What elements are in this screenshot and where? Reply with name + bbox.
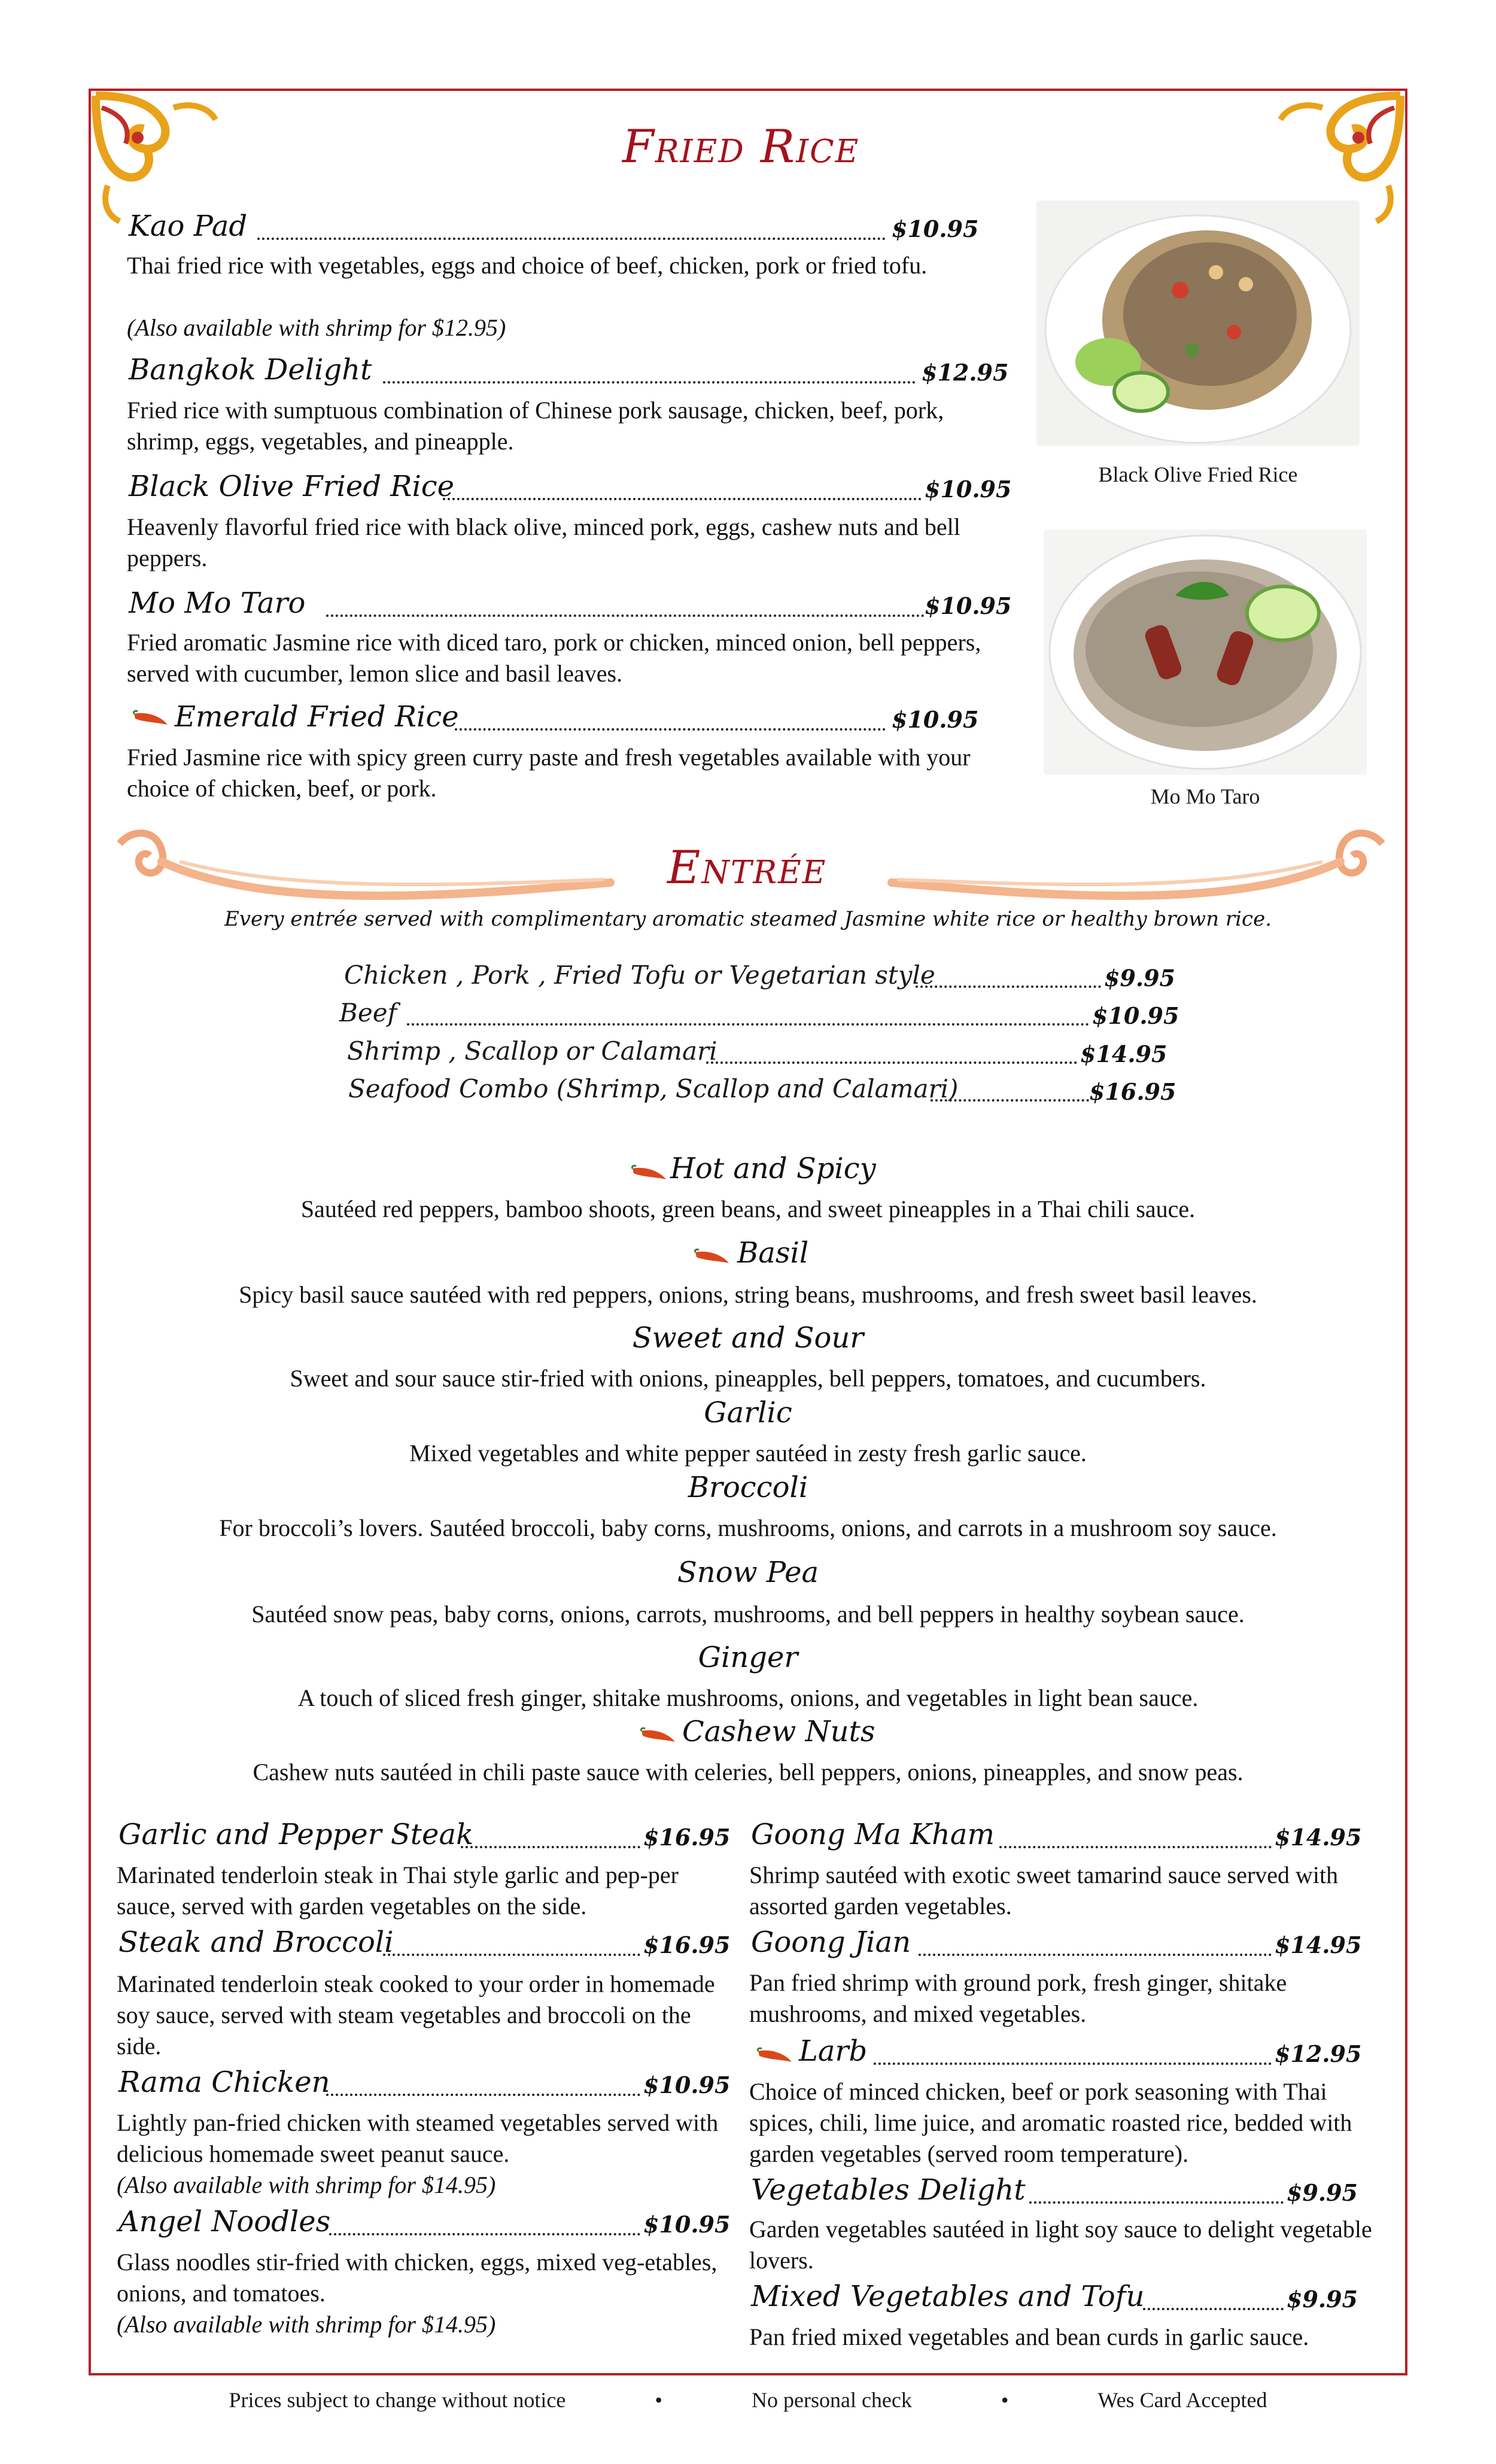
style-hot-and-spicy-name: Hot and Spicy (670, 1152, 876, 1185)
leader-dots (1029, 2199, 1284, 2204)
spicy-chili-icon (694, 1248, 730, 1266)
leader-dots (257, 235, 886, 240)
left-item-rama-chicken-name: Rama Chicken (118, 2065, 330, 2099)
style-broccoli-desc: For broccoli’s lovers. Sautéed broccoli, baby corns, mushrooms, onions, and carrots in a mushroom soy sauce. (219, 1514, 1277, 1541)
entree-subtitle: Every entrée served with complimentary aromatic steamed Jasmine white rice or healthy brown rice. (224, 907, 1272, 931)
entree-heading: Entrée (667, 841, 827, 894)
pricing-label: Chicken , Pork , Fried Tofu or Vegetarian style (344, 960, 935, 990)
item-kao-pad-desc: Thai fried rice with vegetables, eggs and choice of beef, chicken, pork or fried tofu. (127, 252, 928, 279)
leader-dots (999, 1844, 1272, 1848)
left-item-rama-chicken-price: $10.95 (643, 2071, 731, 2098)
item-kao-pad-note: (Also available with shrimp for $12.95) (127, 314, 506, 341)
item-emerald-name: Emerald Fried Rice (175, 700, 459, 734)
corner-ornament-top-left (90, 90, 221, 227)
right-item-mixed-veg-tofu-desc: Pan fried mixed vegetables and bean curds in garlic sauce. (749, 2323, 1309, 2350)
style-snow-pea-desc: Sautéed snow peas, baby corns, onions, carrots, mushrooms, and bell peppers in healthy soybean sauce. (251, 1601, 1245, 1628)
item-mo-mo-taro-desc: Fried aromatic Jasmine rice with diced taro, pork or chicken, minced onion, bell peppers, served with cucumber, lemon slice and basil leaves. (127, 629, 981, 687)
leader-dots (329, 2231, 640, 2235)
leader-dots (931, 1097, 1089, 1102)
pricing-price-chicken: $9.95 (1104, 965, 1175, 991)
leader-dots (383, 1951, 640, 1956)
item-mo-mo-taro-name: Mo Mo Taro (129, 586, 306, 620)
left-item-angel-noodles-desc: Glass noodles stir-fried with chicken, eggs, mixed veg-etables, onions, and tomatoes. (117, 2249, 717, 2307)
leader-dots (407, 1021, 1089, 1026)
footer-card: Wes Card Accepted (1097, 2388, 1267, 2412)
style-sweet-and-sour-name: Sweet and Sour (632, 1321, 864, 1355)
style-broccoli-name: Broccoli (688, 1471, 808, 1504)
right-item-vegetables-delight-name: Vegetables Delight (751, 2173, 1026, 2207)
decorative-swirl-right (886, 826, 1388, 904)
style-sweet-and-sour-desc: Sweet and sour sauce stir-fried with onions, pineapples, bell peppers, tomatoes, and cucumbers. (290, 1365, 1206, 1392)
left-item-garlic-pepper-steak-desc: Marinated tenderloin steak in Thai style garlic and pep-per sauce, served with garden vegetables on the side. (117, 1861, 679, 1920)
leader-dots (919, 1951, 1272, 1956)
footer-separator: • (655, 2388, 662, 2412)
pricing-line-chicken (344, 960, 935, 990)
photo-caption-mo-mo-taro: Mo Mo Taro (1150, 784, 1260, 808)
left-item-steak-broccoli-desc: Marinated tenderloin steak cooked to your order in homemade soy sauce, served with steam vegetables and broccoli on the side. (117, 1970, 715, 2060)
right-item-goong-ma-kham-price: $14.95 (1275, 1824, 1362, 1851)
leader-dots (916, 983, 1101, 988)
right-item-goong-jian-desc: Pan fried shrimp with ground pork, fresh ginger, shitake mushrooms, and mixed vegetables. (749, 1969, 1287, 2027)
black-olive-fried-rice-photo (1036, 200, 1360, 446)
footer-notes (0, 2387, 1496, 2413)
pricing-line-beef (339, 998, 397, 1027)
footer-price-notice: Prices subject to change without notice (229, 2388, 566, 2412)
spicy-chili-icon (133, 709, 169, 727)
leader-dots (383, 379, 916, 384)
right-item-vegetables-delight-price: $9.95 (1287, 2179, 1358, 2206)
right-item-goong-ma-kham-name: Goong Ma Kham (751, 1818, 995, 1851)
item-black-olive-desc: Heavenly flavorful fried rice with black olive, minced pork, eggs, cashew nuts and bell peppers. (127, 513, 960, 571)
pricing-price-shrimp: $14.95 (1080, 1041, 1167, 1067)
leader-dots (326, 612, 925, 617)
style-cashew-nuts-desc: Cashew nuts sautéed in chili paste sauce with celeries, bell peppers, onions, pineapples, and snow peas. (253, 1759, 1243, 1785)
item-emerald-desc: Fried Jasmine rice with spicy green curry paste and fresh vegetables available with your choice of chicken, beef, or pork. (127, 744, 971, 802)
pricing-label: Seafood Combo (Shrimp, Scallop and Calamari) (348, 1074, 959, 1103)
style-ginger-desc: A touch of sliced fresh ginger, shitake mushrooms, onions, and vegetables in light bean sauce. (297, 1684, 1199, 1711)
leader-dots (455, 726, 886, 731)
decorative-swirl-left (114, 826, 616, 904)
pricing-price-seafood: $16.95 (1089, 1078, 1176, 1105)
leader-dots (874, 2060, 1272, 2065)
item-bangkok-delight-desc: Fried rice with sumptuous combination of Chinese pork sausage, chicken, beef, pork, shrimp, eggs, vegetables, and pineapple. (127, 397, 944, 455)
left-item-angel-noodles-note: (Also available with shrimp for $14.95) (117, 2311, 496, 2338)
item-kao-pad-price: $10.95 (892, 215, 979, 242)
leader-dots (443, 495, 922, 500)
leader-dots (1143, 2305, 1284, 2310)
pricing-label: Shrimp , Scallop or Calamari (347, 1036, 717, 1066)
item-black-olive-price: $10.95 (925, 476, 1012, 503)
right-item-goong-jian-price: $14.95 (1275, 1931, 1362, 1958)
leader-dots (326, 2091, 640, 2096)
footer-separator: • (1001, 2388, 1009, 2412)
left-item-steak-broccoli-price: $16.95 (643, 1931, 731, 1958)
item-mo-mo-taro-price: $10.95 (925, 592, 1012, 619)
leader-dots (706, 1059, 1077, 1064)
right-item-larb-name: Larb (799, 2034, 868, 2068)
left-item-garlic-pepper-steak-name: Garlic and Pepper Steak (118, 1818, 474, 1851)
style-basil-desc: Spicy basil sauce sautéed with red peppers, onions, string beans, mushrooms, and fresh sweet basil leaves. (239, 1281, 1257, 1308)
style-basil-name: Basil (737, 1236, 809, 1270)
pricing-line-shrimp (347, 1036, 717, 1066)
left-item-rama-chicken-desc: Lightly pan-fried chicken with steamed vegetables served with delicious homemade sweet peanut sauce. (117, 2109, 719, 2167)
style-snow-pea-name: Snow Pea (677, 1556, 819, 1589)
fried-rice-heading: Fried Rice (622, 120, 860, 173)
pricing-price-beef: $10.95 (1092, 1002, 1179, 1029)
item-bangkok-delight-name: Bangkok Delight (129, 353, 372, 387)
mo-mo-taro-photo (1044, 530, 1367, 775)
right-item-larb-desc: Choice of minced chicken, beef or pork seasoning with Thai spices, chili, lime juice, and aromatic roasted rice, bedded with garden vegetables (served room temperature). (749, 2078, 1352, 2167)
item-black-olive-name: Black Olive Fried Rice (129, 470, 455, 503)
right-item-goong-ma-kham-desc: Shrimp sautéed with exotic sweet tamarind sauce served with assorted garden vegetables. (749, 1861, 1339, 1920)
right-item-goong-jian-name: Goong Jian (751, 1925, 911, 1959)
style-ginger-name: Ginger (698, 1641, 798, 1674)
left-item-garlic-pepper-steak-price: $16.95 (643, 1824, 731, 1851)
left-item-rama-chicken-note: (Also available with shrimp for $14.95) (117, 2171, 496, 2198)
spicy-chili-icon (640, 1726, 676, 1744)
style-hot-and-spicy-desc: Sautéed red peppers, bamboo shoots, green beans, and sweet pineapples in a Thai chili sauce. (300, 1196, 1196, 1222)
pricing-label: Beef (339, 998, 397, 1027)
right-item-larb-price: $12.95 (1275, 2040, 1362, 2067)
style-garlic-desc: Mixed vegetables and white pepper sautéed in zesty fresh garlic sauce. (409, 1440, 1087, 1467)
style-garlic-name: Garlic (704, 1396, 792, 1429)
right-item-vegetables-delight-desc: Garden vegetables sautéed in light soy sauce to delight vegetable lovers. (749, 2216, 1372, 2274)
right-item-mixed-veg-tofu-price: $9.95 (1287, 2286, 1358, 2313)
footer-no-check: No personal check (751, 2388, 912, 2412)
spicy-chili-icon (631, 1164, 667, 1182)
leader-dots (461, 1844, 640, 1848)
right-item-mixed-veg-tofu-name: Mixed Vegetables and Tofu (751, 2280, 1145, 2313)
left-item-steak-broccoli-name: Steak and Broccoli (118, 1925, 394, 1959)
style-cashew-nuts-name: Cashew Nuts (682, 1715, 875, 1748)
left-item-angel-noodles-price: $10.95 (643, 2211, 731, 2238)
item-emerald-price: $10.95 (892, 706, 979, 733)
item-bangkok-delight-price: $12.95 (922, 359, 1009, 386)
left-item-angel-noodles-name: Angel Noodles (118, 2205, 331, 2238)
spicy-chili-icon (757, 2046, 793, 2064)
photo-caption-black-olive: Black Olive Fried Rice (1098, 463, 1298, 486)
item-kao-pad-name: Kao Pad (129, 209, 248, 243)
pricing-line-seafood (348, 1074, 958, 1103)
